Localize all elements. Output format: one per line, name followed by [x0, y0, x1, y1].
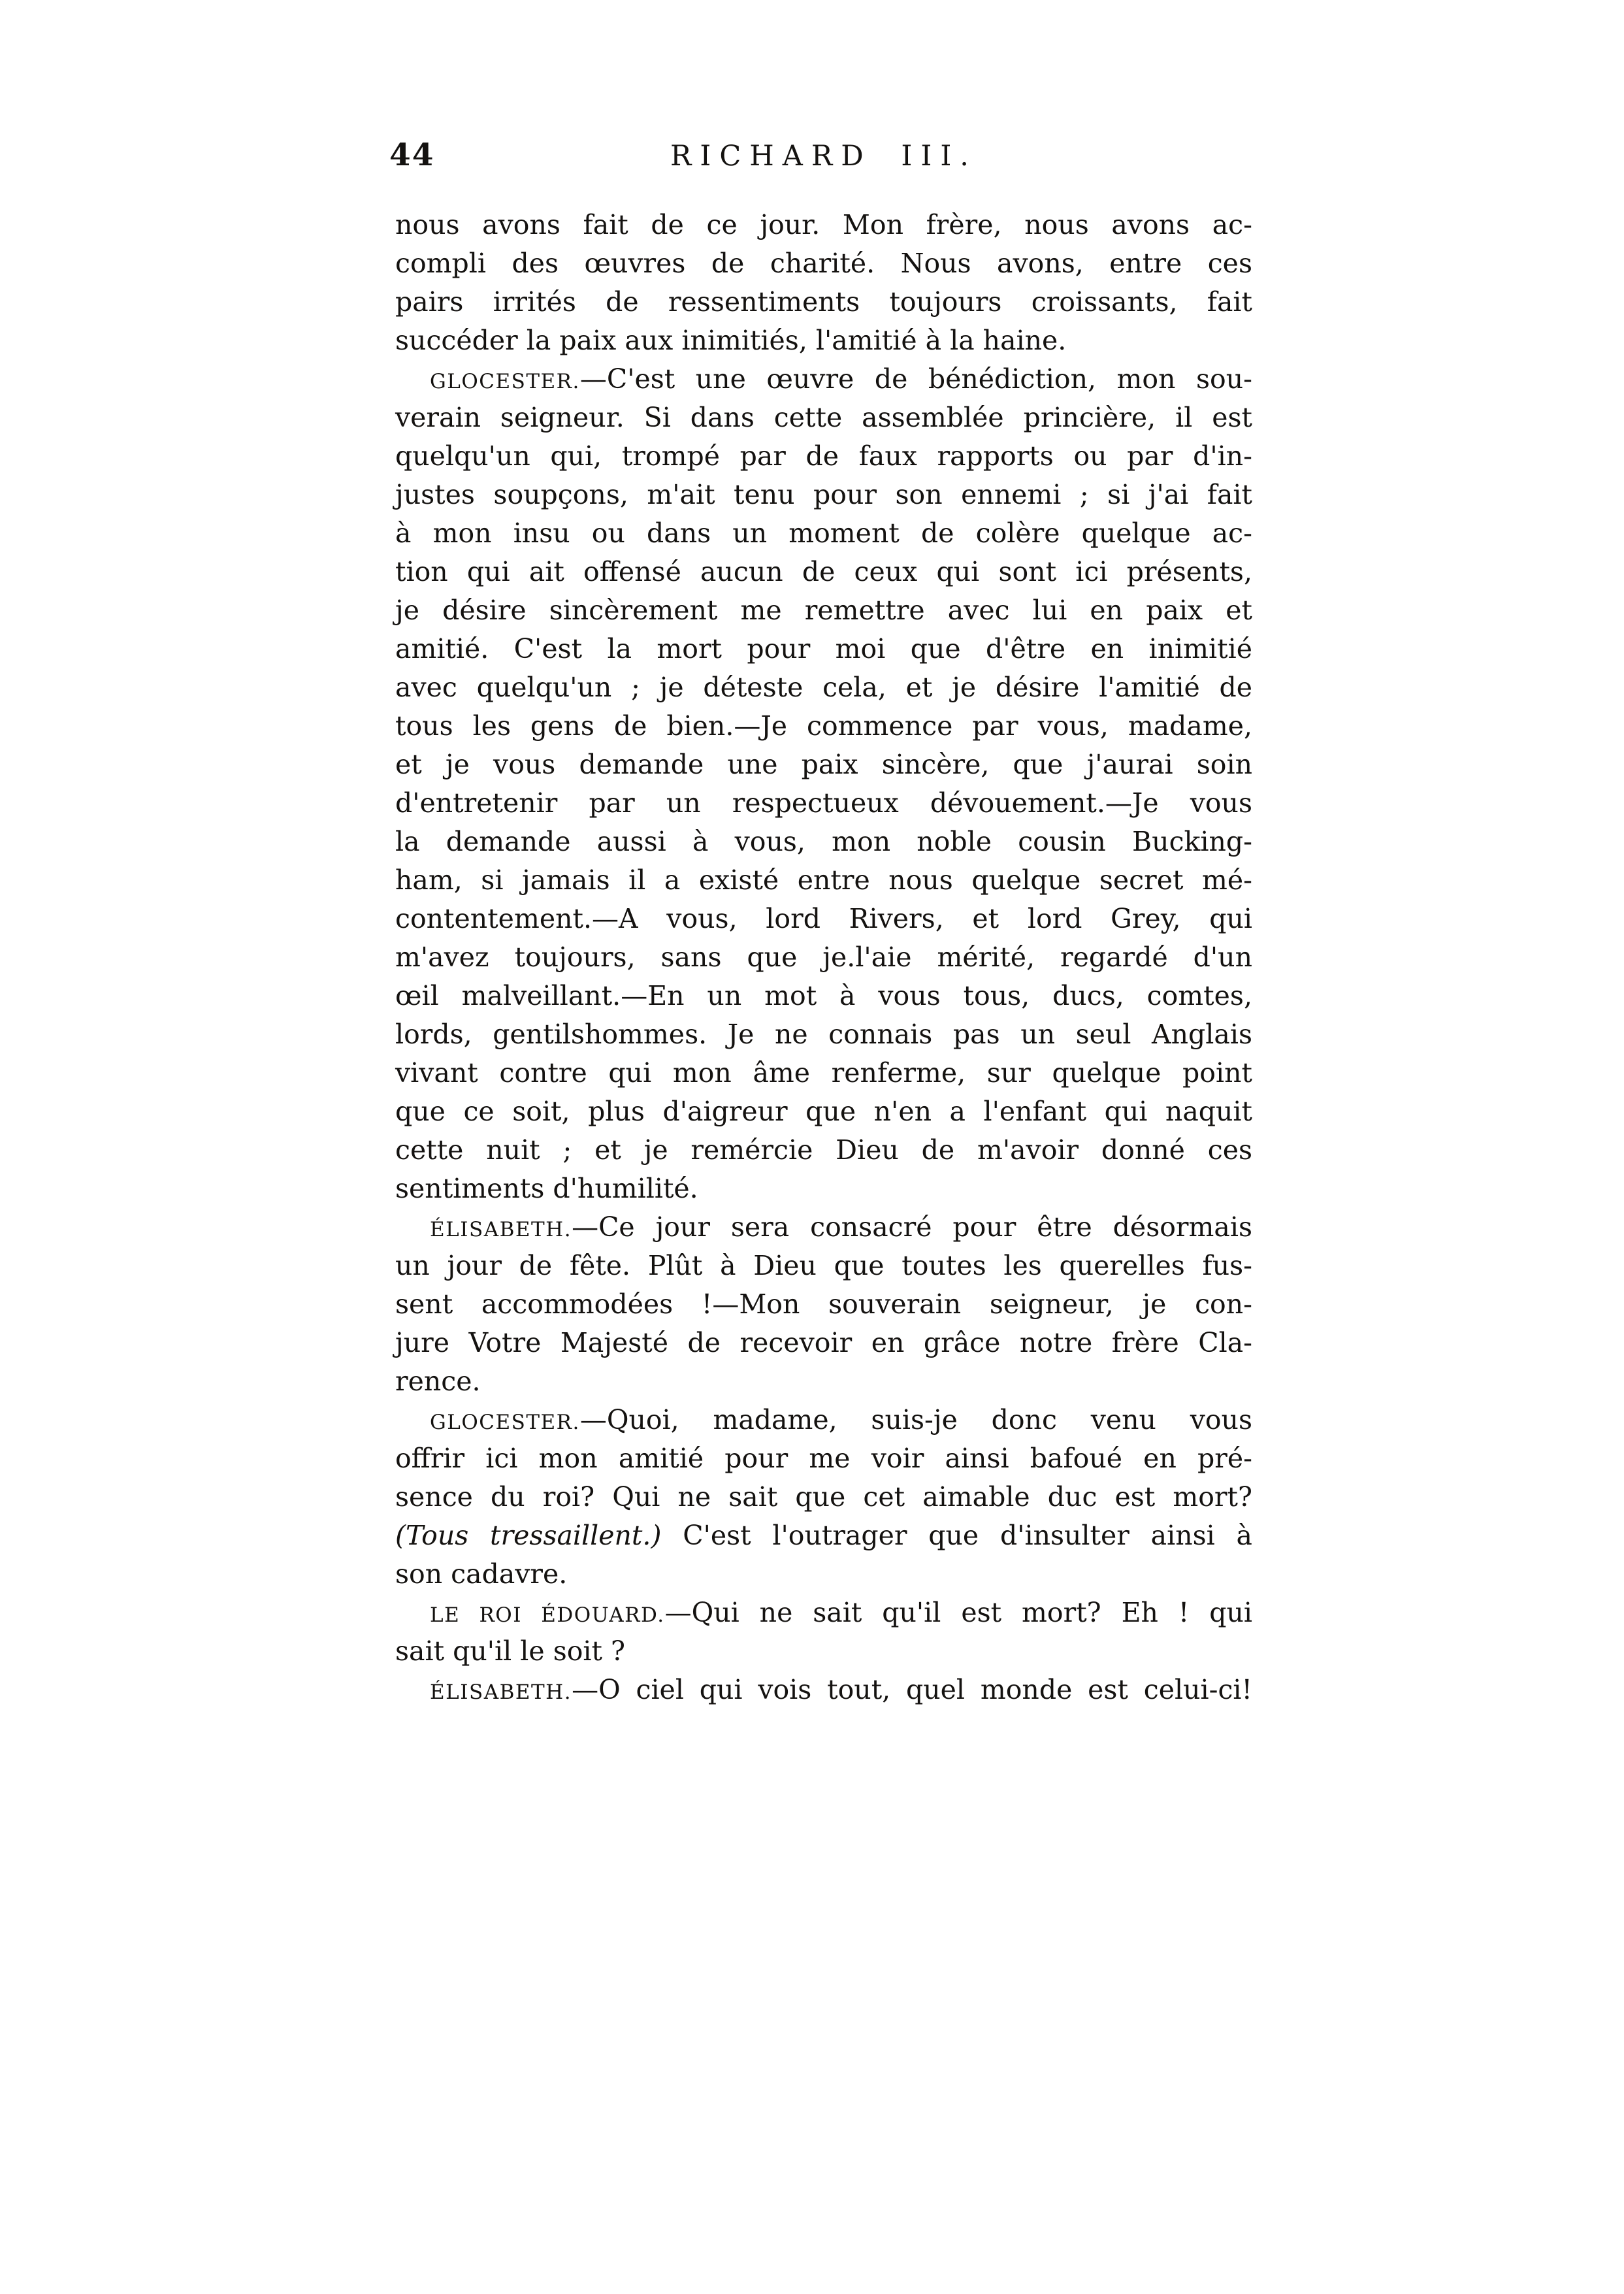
text-line: m'avez toujours, sans que je.l'aie mérité, regardé d'un: [395, 942, 1252, 973]
text-line: justes soupçons, m'ait tenu pour son ennemi ; si j'ai fait: [395, 479, 1252, 510]
text-line: nous avons fait de ce jour. Mon frère, nous avons ac-: [395, 209, 1252, 240]
text-line: [395, 1516, 1252, 1555]
paragraph: [395, 1208, 1252, 1401]
text-line: compli des œuvres de charité. Nous avons, entre ces: [395, 248, 1252, 279]
text-line: à mon insu ou dans un moment de colère quelque ac-: [395, 517, 1252, 549]
text-line: pairs irrités de ressentiments toujours croissants, fait: [395, 286, 1252, 318]
text-line: sentiments d'humilité.: [395, 1173, 698, 1204]
text-line: ham, si jamais il a existé entre nous quelque secret mé-: [395, 864, 1252, 896]
text-line: offrir ici mon amitié pour me voir ainsi bafoué en pré-: [395, 1443, 1252, 1474]
speaker-name: LE ROI ÉDOUARD.: [430, 1603, 665, 1627]
speaker-name: ÉLISABETH.: [430, 1680, 572, 1704]
text-line: [395, 360, 1252, 399]
paragraph: [395, 1594, 1252, 1671]
speech-text: C'est l'outrager que d'insulter ainsi à: [661, 1520, 1252, 1551]
speaker-name: ÉLISABETH.: [430, 1218, 572, 1241]
text-line: jure Votre Majesté de recevoir en grâce notre frère Cla-: [395, 1327, 1252, 1358]
text-line: tion qui ait offensé aucun de ceux qui sont ici présents,: [395, 556, 1252, 587]
text-line: avec quelqu'un ; je déteste cela, et je désire l'amitié de: [395, 672, 1252, 703]
text-line: [395, 1594, 1252, 1632]
text-line: sait qu'il le soit ?: [395, 1635, 626, 1667]
text-line: que ce soit, plus d'aigreur que n'en a l'enfant qui naquit: [395, 1096, 1252, 1127]
speech-text: —Qui ne sait qu'il est mort? Eh ! qui: [664, 1597, 1252, 1628]
page-number: 44: [389, 137, 435, 173]
text-line: contentement.—A vous, lord Rivers, et lord Grey, qui: [395, 903, 1252, 934]
text-line: [395, 1671, 1252, 1709]
stage-direction: (Tous tressaillent.): [395, 1520, 662, 1551]
text-line: amitié. C'est la mort pour moi que d'être en inimitié: [395, 633, 1252, 664]
speech-text: —Ce jour sera consacré pour être désormais: [572, 1211, 1252, 1243]
text-line: œil malveillant.—En un mot à vous tous, ducs, comtes,: [395, 980, 1252, 1011]
text-line: verain seigneur. Si dans cette assemblée princière, il est: [395, 402, 1252, 433]
text-line: sence du roi? Qui ne sait que cet aimable duc est mort?: [395, 1481, 1252, 1513]
text-line: d'entretenir par un respectueux dévouement.—Je vous: [395, 787, 1252, 819]
text-line: rence.: [395, 1366, 481, 1397]
text-line: tous les gens de bien.—Je commence par vous, madame,: [395, 710, 1252, 742]
paragraph: [395, 1401, 1252, 1594]
speech-text: —O ciel qui vois tout, quel monde est celui-ci!: [572, 1674, 1252, 1705]
paragraph: [395, 1671, 1252, 1709]
text-line: vivant contre qui mon âme renferme, sur quelque point: [395, 1057, 1252, 1089]
text-line: quelqu'un qui, trompé par de faux rapports ou par d'in-: [395, 440, 1252, 472]
text-line: je désire sincèrement me remettre avec lui en paix et: [395, 595, 1252, 626]
text-line: sent accommodées !—Mon souverain seigneur, je con-: [395, 1288, 1252, 1320]
running-header: RICHARD III.: [670, 140, 977, 172]
text-block: [395, 206, 1252, 1709]
text-line: son cadavre.: [395, 1558, 568, 1590]
text-line: et je vous demande une paix sincère, que j'aurai soin: [395, 749, 1252, 780]
speaker-name: GLOCESTER.: [430, 370, 580, 393]
speaker-name: GLOCESTER.: [430, 1411, 580, 1434]
text-line: [395, 1208, 1252, 1247]
speech-text: —C'est une œuvre de bénédiction, mon sou-: [579, 363, 1252, 395]
text-line: la demande aussi à vous, mon noble cousin Bucking-: [395, 826, 1252, 857]
text-line: lords, gentilshommes. Je ne connais pas un seul Anglais: [395, 1019, 1252, 1050]
text-line: succéder la paix aux inimitiés, l'amitié à la haine.: [395, 325, 1067, 356]
text-line: cette nuit ; et je remércie Dieu de m'avoir donné ces: [395, 1134, 1252, 1166]
speech-text: —Quoi, madame, suis-je donc venu vous: [579, 1404, 1252, 1435]
text-line: un jour de fête. Plût à Dieu que toutes les querelles fus-: [395, 1250, 1252, 1281]
paragraph: [395, 360, 1252, 1208]
paragraph: [395, 206, 1252, 360]
text-line: [395, 1401, 1252, 1439]
